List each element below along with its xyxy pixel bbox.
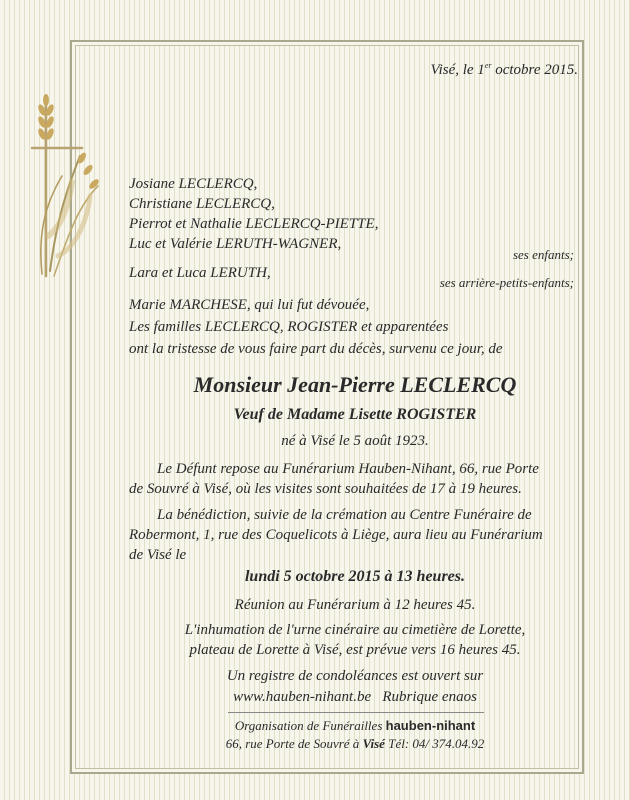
reunion-line: Réunion au Funérarium à 12 heures 45.: [234, 597, 476, 613]
organisation-divider: [228, 712, 484, 713]
para1-line: Le Défunt repose au Funérarium Hauben-Nihant, 66, rue Porte: [157, 461, 539, 477]
organisation-line: Organisation de Funérailles hauben-nihant: [234, 718, 476, 733]
para2-line: de Visé le: [129, 547, 187, 563]
grandchildren: Lara et Luca LERUTH,: [129, 265, 271, 281]
inhumation-line: L'inhumation de l'urne cinéraire au cimetière de Lorette,: [184, 622, 526, 638]
registry-line: Un registre de condoléances est ouvert sur: [226, 668, 484, 684]
announcement-line: ont la tristesse de vous faire part du décès, survenu ce jour, de: [129, 341, 503, 357]
para2-line: Robermont, 1, rue des Coquelicots à Liège, aura lieu au Funérarium: [129, 527, 543, 543]
ceremony-date: lundi 5 octobre 2015 à 13 heures.: [244, 568, 465, 585]
para1-line: de Souvré à Visé, où les visites sont souhaitées de 17 à 19 heures.: [129, 481, 522, 497]
widower-line: Veuf de Madame Lisette ROGISTER: [233, 406, 477, 423]
family-member: Luc et Valérie LERUTH-WAGNER,: [129, 236, 342, 252]
wheat-cross-icon: [28, 86, 108, 286]
birth-line: né à Visé le 5 août 1923.: [281, 433, 429, 449]
brand-logo: hauben-nihant: [385, 718, 476, 733]
inhumation-line: plateau de Lorette à Visé, est prévue vers 16 heures 45.: [189, 642, 521, 658]
notice-date: Visé, le 1er octobre 2015.: [430, 61, 578, 78]
family-member: Josiane LECLERCQ,: [129, 176, 258, 192]
website-line: www.hauben-nihant.be Rubrique enaos: [233, 689, 477, 705]
website-link[interactable]: www.hauben-nihant.be: [233, 689, 372, 705]
para2-line: La bénédiction, suivie de la crémation au Centre Funéraire de: [157, 507, 532, 523]
other-mourner: Les familles LECLERCQ, ROGISTER et apparentées: [129, 319, 449, 335]
family-member: Christiane LECLERCQ,: [129, 196, 275, 212]
address-line: 66, rue Porte de Souvré à Visé Tél: 04/ 374.04.92: [225, 736, 485, 751]
role-children: ses enfants;: [512, 247, 574, 262]
other-mourner: Marie MARCHESE, qui lui fut dévouée,: [129, 297, 370, 313]
role-great-grandchildren: ses arrière-petits-enfants;: [439, 275, 574, 290]
deceased-name: Monsieur Jean-Pierre LECLERCQ: [193, 372, 517, 397]
family-member: Pierrot et Nathalie LECLERCQ-PIETTE,: [129, 216, 379, 232]
